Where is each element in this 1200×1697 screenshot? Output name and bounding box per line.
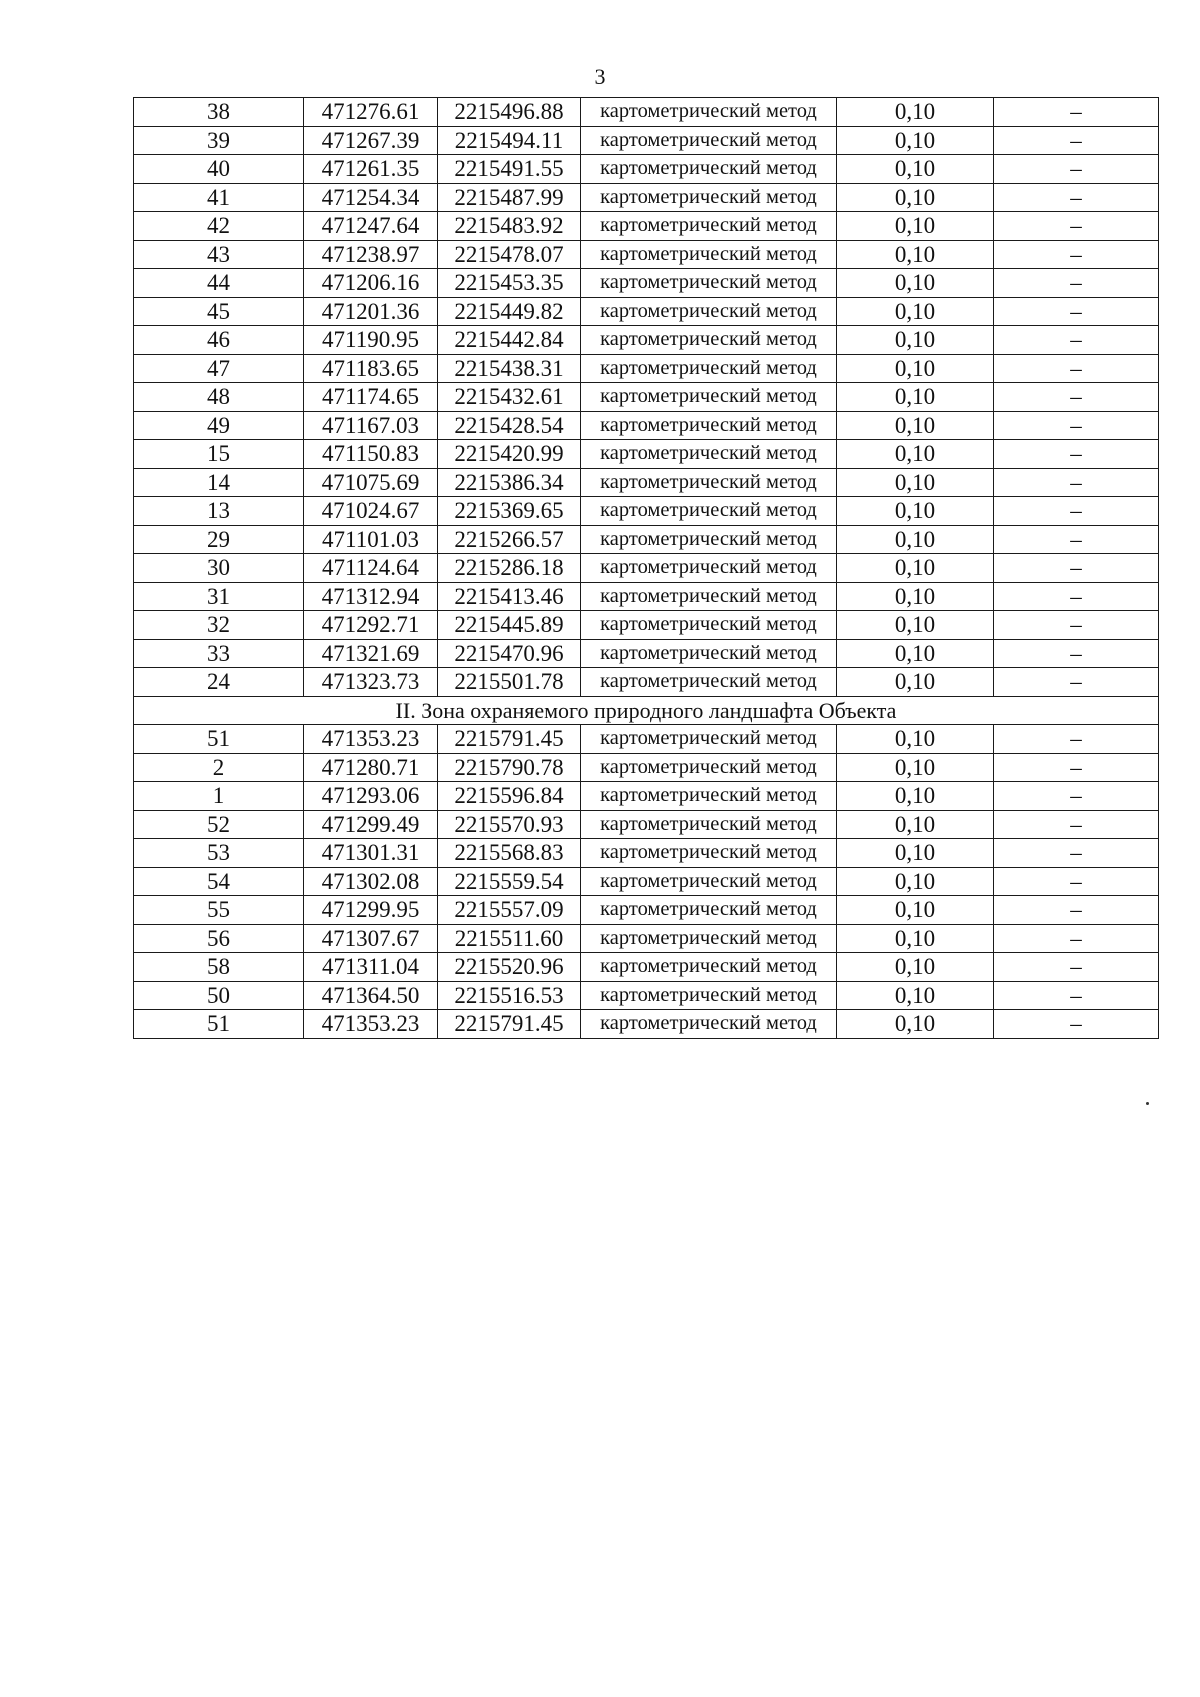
point-number-cell: 13 xyxy=(134,497,304,526)
x-coordinate-cell: 471276.61 xyxy=(304,98,438,127)
page-number: 3 xyxy=(594,64,606,89)
table-row xyxy=(134,924,1159,953)
table-row xyxy=(134,725,1159,754)
table-row xyxy=(134,468,1159,497)
dash-cell: – xyxy=(994,269,1159,298)
accuracy-cell: 0,10 xyxy=(837,611,994,640)
accuracy-cell: 0,10 xyxy=(837,497,994,526)
y-coordinate-cell: 2215511.60 xyxy=(438,924,581,953)
table-row xyxy=(134,98,1159,127)
method-cell: картометрический метод xyxy=(581,326,837,355)
y-coordinate-cell: 2215266.57 xyxy=(438,525,581,554)
accuracy-cell: 0,10 xyxy=(837,668,994,697)
x-coordinate-cell: 471302.08 xyxy=(304,867,438,896)
table-row xyxy=(134,839,1159,868)
table-row xyxy=(134,212,1159,241)
x-coordinate-cell: 471353.23 xyxy=(304,725,438,754)
point-number-cell: 43 xyxy=(134,240,304,269)
point-number-cell: 31 xyxy=(134,582,304,611)
accuracy-cell: 0,10 xyxy=(837,582,994,611)
accuracy-cell: 0,10 xyxy=(837,98,994,127)
y-coordinate-cell: 2215420.99 xyxy=(438,440,581,469)
accuracy-cell: 0,10 xyxy=(837,212,994,241)
method-cell: картометрический метод xyxy=(581,839,837,868)
dash-cell: – xyxy=(994,468,1159,497)
point-number-cell: 30 xyxy=(134,554,304,583)
dash-cell: – xyxy=(994,582,1159,611)
point-number-cell: 14 xyxy=(134,468,304,497)
point-number-cell: 1 xyxy=(134,782,304,811)
x-coordinate-cell: 471201.36 xyxy=(304,297,438,326)
accuracy-cell: 0,10 xyxy=(837,269,994,298)
coordinates-table xyxy=(133,97,1159,1039)
point-number-cell: 54 xyxy=(134,867,304,896)
accuracy-cell: 0,10 xyxy=(837,981,994,1010)
point-number-cell: 46 xyxy=(134,326,304,355)
dash-cell: – xyxy=(994,782,1159,811)
accuracy-cell: 0,10 xyxy=(837,440,994,469)
method-cell: картометрический метод xyxy=(581,867,837,896)
dash-cell: – xyxy=(994,1010,1159,1039)
accuracy-cell: 0,10 xyxy=(837,924,994,953)
dash-cell: – xyxy=(994,497,1159,526)
x-coordinate-cell: 471321.69 xyxy=(304,639,438,668)
method-cell: картометрический метод xyxy=(581,126,837,155)
y-coordinate-cell: 2215568.83 xyxy=(438,839,581,868)
dash-cell: – xyxy=(994,440,1159,469)
x-coordinate-cell: 471301.31 xyxy=(304,839,438,868)
y-coordinate-cell: 2215559.54 xyxy=(438,867,581,896)
dash-cell: – xyxy=(994,924,1159,953)
y-coordinate-cell: 2215428.54 xyxy=(438,411,581,440)
dash-cell: – xyxy=(994,867,1159,896)
method-cell: картометрический метод xyxy=(581,582,837,611)
accuracy-cell: 0,10 xyxy=(837,953,994,982)
dash-cell: – xyxy=(994,525,1159,554)
point-number-cell: 40 xyxy=(134,155,304,184)
method-cell: картометрический метод xyxy=(581,212,837,241)
table-row xyxy=(134,867,1159,896)
method-cell: картометрический метод xyxy=(581,240,837,269)
x-coordinate-cell: 471312.94 xyxy=(304,582,438,611)
accuracy-cell: 0,10 xyxy=(837,554,994,583)
y-coordinate-cell: 2215516.53 xyxy=(438,981,581,1010)
method-cell: картометрический метод xyxy=(581,354,837,383)
method-cell: картометрический метод xyxy=(581,269,837,298)
point-number-cell: 32 xyxy=(134,611,304,640)
x-coordinate-cell: 471267.39 xyxy=(304,126,438,155)
table-body-part1 xyxy=(134,98,1159,697)
method-cell: картометрический метод xyxy=(581,440,837,469)
accuracy-cell: 0,10 xyxy=(837,810,994,839)
x-coordinate-cell: 471307.67 xyxy=(304,924,438,953)
dash-cell: – xyxy=(994,183,1159,212)
method-cell: картометрический метод xyxy=(581,639,837,668)
x-coordinate-cell: 471024.67 xyxy=(304,497,438,526)
point-number-cell: 15 xyxy=(134,440,304,469)
point-number-cell: 2 xyxy=(134,753,304,782)
y-coordinate-cell: 2215449.82 xyxy=(438,297,581,326)
dash-cell: – xyxy=(994,639,1159,668)
x-coordinate-cell: 471075.69 xyxy=(304,468,438,497)
scan-speck xyxy=(1146,1102,1149,1105)
table-row xyxy=(134,953,1159,982)
y-coordinate-cell: 2215445.89 xyxy=(438,611,581,640)
accuracy-cell: 0,10 xyxy=(837,297,994,326)
dash-cell: – xyxy=(994,240,1159,269)
y-coordinate-cell: 2215478.07 xyxy=(438,240,581,269)
y-coordinate-cell: 2215494.11 xyxy=(438,126,581,155)
y-coordinate-cell: 2215487.99 xyxy=(438,183,581,212)
x-coordinate-cell: 471280.71 xyxy=(304,753,438,782)
x-coordinate-cell: 471323.73 xyxy=(304,668,438,697)
point-number-cell: 58 xyxy=(134,953,304,982)
dash-cell: – xyxy=(994,383,1159,412)
y-coordinate-cell: 2215496.88 xyxy=(438,98,581,127)
x-coordinate-cell: 471167.03 xyxy=(304,411,438,440)
method-cell: картометрический метод xyxy=(581,981,837,1010)
x-coordinate-cell: 471101.03 xyxy=(304,525,438,554)
x-coordinate-cell: 471299.95 xyxy=(304,896,438,925)
point-number-cell: 50 xyxy=(134,981,304,1010)
x-coordinate-cell: 471190.95 xyxy=(304,326,438,355)
y-coordinate-cell: 2215483.92 xyxy=(438,212,581,241)
table-section-header xyxy=(134,696,1159,725)
point-number-cell: 42 xyxy=(134,212,304,241)
y-coordinate-cell: 2215438.31 xyxy=(438,354,581,383)
method-cell: картометрический метод xyxy=(581,497,837,526)
table-row xyxy=(134,554,1159,583)
method-cell: картометрический метод xyxy=(581,468,837,497)
table-body-part2 xyxy=(134,725,1159,1039)
method-cell: картометрический метод xyxy=(581,411,837,440)
y-coordinate-cell: 2215286.18 xyxy=(438,554,581,583)
x-coordinate-cell: 471364.50 xyxy=(304,981,438,1010)
x-coordinate-cell: 471292.71 xyxy=(304,611,438,640)
table-row xyxy=(134,155,1159,184)
method-cell: картометрический метод xyxy=(581,725,837,754)
table-row xyxy=(134,326,1159,355)
table-row xyxy=(134,297,1159,326)
accuracy-cell: 0,10 xyxy=(837,839,994,868)
point-number-cell: 47 xyxy=(134,354,304,383)
table-row xyxy=(134,126,1159,155)
method-cell: картометрический метод xyxy=(581,383,837,412)
dash-cell: – xyxy=(994,126,1159,155)
section-title: II. Зона охраняемого природного ландшафта Объекта xyxy=(134,696,1159,725)
dash-cell: – xyxy=(994,155,1159,184)
table-row xyxy=(134,639,1159,668)
accuracy-cell: 0,10 xyxy=(837,354,994,383)
dash-cell: – xyxy=(994,554,1159,583)
dash-cell: – xyxy=(994,668,1159,697)
accuracy-cell: 0,10 xyxy=(837,383,994,412)
dash-cell: – xyxy=(994,326,1159,355)
point-number-cell: 51 xyxy=(134,725,304,754)
point-number-cell: 55 xyxy=(134,896,304,925)
x-coordinate-cell: 471353.23 xyxy=(304,1010,438,1039)
x-coordinate-cell: 471238.97 xyxy=(304,240,438,269)
table-row xyxy=(134,440,1159,469)
table-row xyxy=(134,525,1159,554)
x-coordinate-cell: 471150.83 xyxy=(304,440,438,469)
y-coordinate-cell: 2215520.96 xyxy=(438,953,581,982)
point-number-cell: 48 xyxy=(134,383,304,412)
section-row xyxy=(134,696,1159,725)
x-coordinate-cell: 471247.64 xyxy=(304,212,438,241)
accuracy-cell: 0,10 xyxy=(837,525,994,554)
x-coordinate-cell: 471311.04 xyxy=(304,953,438,982)
y-coordinate-cell: 2215386.34 xyxy=(438,468,581,497)
table-row xyxy=(134,497,1159,526)
table-row xyxy=(134,1010,1159,1039)
x-coordinate-cell: 471206.16 xyxy=(304,269,438,298)
method-cell: картометрический метод xyxy=(581,896,837,925)
point-number-cell: 49 xyxy=(134,411,304,440)
table-row xyxy=(134,354,1159,383)
table-row xyxy=(134,810,1159,839)
x-coordinate-cell: 471254.34 xyxy=(304,183,438,212)
accuracy-cell: 0,10 xyxy=(837,753,994,782)
accuracy-cell: 0,10 xyxy=(837,867,994,896)
y-coordinate-cell: 2215442.84 xyxy=(438,326,581,355)
point-number-cell: 33 xyxy=(134,639,304,668)
method-cell: картометрический метод xyxy=(581,924,837,953)
point-number-cell: 44 xyxy=(134,269,304,298)
x-coordinate-cell: 471299.49 xyxy=(304,810,438,839)
x-coordinate-cell: 471183.65 xyxy=(304,354,438,383)
y-coordinate-cell: 2215570.93 xyxy=(438,810,581,839)
dash-cell: – xyxy=(994,725,1159,754)
y-coordinate-cell: 2215596.84 xyxy=(438,782,581,811)
method-cell: картометрический метод xyxy=(581,953,837,982)
method-cell: картометрический метод xyxy=(581,183,837,212)
dash-cell: – xyxy=(994,297,1159,326)
dash-cell: – xyxy=(994,896,1159,925)
accuracy-cell: 0,10 xyxy=(837,183,994,212)
dash-cell: – xyxy=(994,354,1159,383)
table-row xyxy=(134,269,1159,298)
point-number-cell: 51 xyxy=(134,1010,304,1039)
table-row xyxy=(134,383,1159,412)
method-cell: картометрический метод xyxy=(581,810,837,839)
method-cell: картометрический метод xyxy=(581,297,837,326)
dash-cell: – xyxy=(994,212,1159,241)
method-cell: картометрический метод xyxy=(581,155,837,184)
point-number-cell: 45 xyxy=(134,297,304,326)
dash-cell: – xyxy=(994,411,1159,440)
point-number-cell: 53 xyxy=(134,839,304,868)
table-row xyxy=(134,753,1159,782)
table-row xyxy=(134,183,1159,212)
x-coordinate-cell: 471174.65 xyxy=(304,383,438,412)
table-row xyxy=(134,611,1159,640)
y-coordinate-cell: 2215453.35 xyxy=(438,269,581,298)
y-coordinate-cell: 2215413.46 xyxy=(438,582,581,611)
accuracy-cell: 0,10 xyxy=(837,411,994,440)
table-row xyxy=(134,896,1159,925)
accuracy-cell: 0,10 xyxy=(837,326,994,355)
accuracy-cell: 0,10 xyxy=(837,240,994,269)
table-row xyxy=(134,582,1159,611)
accuracy-cell: 0,10 xyxy=(837,468,994,497)
accuracy-cell: 0,10 xyxy=(837,1010,994,1039)
y-coordinate-cell: 2215790.78 xyxy=(438,753,581,782)
accuracy-cell: 0,10 xyxy=(837,725,994,754)
x-coordinate-cell: 471261.35 xyxy=(304,155,438,184)
point-number-cell: 52 xyxy=(134,810,304,839)
accuracy-cell: 0,10 xyxy=(837,126,994,155)
dash-cell: – xyxy=(994,611,1159,640)
dash-cell: – xyxy=(994,810,1159,839)
dash-cell: – xyxy=(994,98,1159,127)
point-number-cell: 39 xyxy=(134,126,304,155)
y-coordinate-cell: 2215557.09 xyxy=(438,896,581,925)
y-coordinate-cell: 2215491.55 xyxy=(438,155,581,184)
method-cell: картометрический метод xyxy=(581,668,837,697)
method-cell: картометрический метод xyxy=(581,753,837,782)
table-row xyxy=(134,668,1159,697)
y-coordinate-cell: 2215369.65 xyxy=(438,497,581,526)
point-number-cell: 56 xyxy=(134,924,304,953)
table-row xyxy=(134,240,1159,269)
table-row xyxy=(134,411,1159,440)
table-row xyxy=(134,981,1159,1010)
point-number-cell: 24 xyxy=(134,668,304,697)
dash-cell: – xyxy=(994,953,1159,982)
accuracy-cell: 0,10 xyxy=(837,782,994,811)
table-row xyxy=(134,782,1159,811)
method-cell: картометрический метод xyxy=(581,525,837,554)
accuracy-cell: 0,10 xyxy=(837,639,994,668)
accuracy-cell: 0,10 xyxy=(837,896,994,925)
dash-cell: – xyxy=(994,839,1159,868)
point-number-cell: 41 xyxy=(134,183,304,212)
method-cell: картометрический метод xyxy=(581,98,837,127)
y-coordinate-cell: 2215791.45 xyxy=(438,1010,581,1039)
x-coordinate-cell: 471293.06 xyxy=(304,782,438,811)
method-cell: картометрический метод xyxy=(581,554,837,583)
x-coordinate-cell: 471124.64 xyxy=(304,554,438,583)
method-cell: картометрический метод xyxy=(581,782,837,811)
y-coordinate-cell: 2215432.61 xyxy=(438,383,581,412)
accuracy-cell: 0,10 xyxy=(837,155,994,184)
dash-cell: – xyxy=(994,981,1159,1010)
dash-cell: – xyxy=(994,753,1159,782)
method-cell: картометрический метод xyxy=(581,611,837,640)
y-coordinate-cell: 2215791.45 xyxy=(438,725,581,754)
y-coordinate-cell: 2215470.96 xyxy=(438,639,581,668)
point-number-cell: 29 xyxy=(134,525,304,554)
method-cell: картометрический метод xyxy=(581,1010,837,1039)
point-number-cell: 38 xyxy=(134,98,304,127)
y-coordinate-cell: 2215501.78 xyxy=(438,668,581,697)
